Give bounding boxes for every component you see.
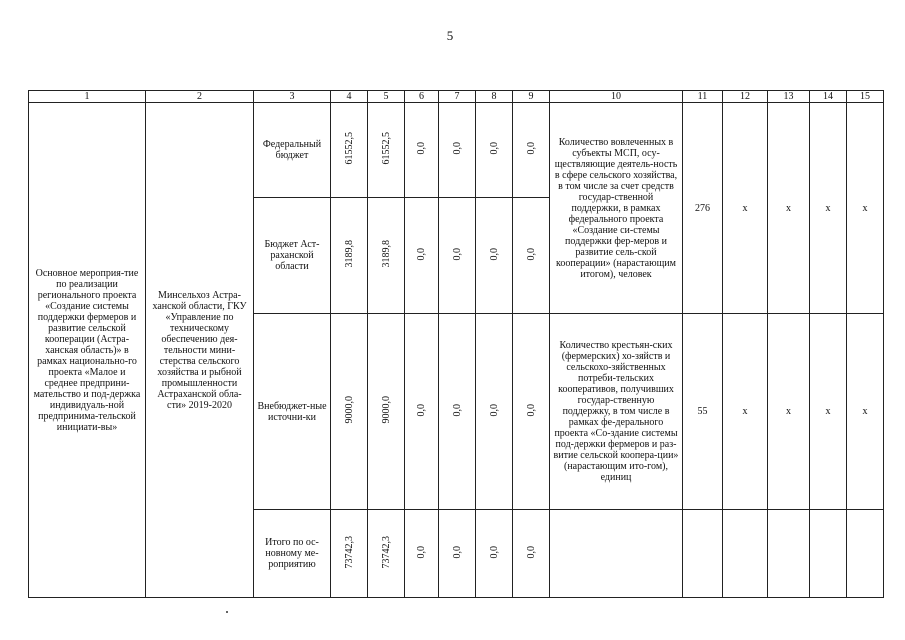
funding-source-cell	[254, 314, 331, 510]
value-col-9: 0,0	[525, 247, 537, 261]
value-col-8: 0,0	[488, 403, 500, 417]
value-cell	[476, 103, 513, 198]
empty-cell	[768, 510, 810, 598]
header-col-1: 1	[29, 91, 146, 103]
value-col-8: 0,0	[488, 545, 500, 559]
value-col-9: 0,0	[525, 545, 537, 559]
value-col-4: 3189,8	[343, 240, 355, 268]
indicator-value-cell: x	[723, 314, 768, 510]
header-col-3: 3	[254, 91, 331, 103]
funding-source: Внебюджет-ные источни-ки	[257, 400, 327, 423]
value-col-6: 0,0	[416, 403, 427, 417]
indicator-cell	[550, 103, 683, 314]
indicator-text: Количество крестьян-ских (фермерских) хо-зяйств и сельскохо-зяйственных потреби-тельских кооперативов, получивших государ-ственную поддержку, в том числе в рамках фе-дерального проекта «Со-здание системы под-держки фермеров и раз-витие сельской коопера-ции» (нарастающим ито-гом), единиц	[553, 340, 679, 483]
table-row	[29, 103, 884, 198]
empty-cell	[847, 510, 884, 598]
header-col-15: 15	[847, 91, 884, 103]
header-col-13: 13	[768, 91, 810, 103]
header-col-7: 7	[439, 91, 476, 103]
header-col-12: 12	[723, 91, 768, 103]
empty-cell	[723, 510, 768, 598]
header-col-2: 2	[146, 91, 254, 103]
funding-source: Федеральный бюджет	[262, 139, 322, 161]
value-cell	[368, 103, 405, 198]
value-col-6: 0,0	[416, 545, 427, 559]
value-col-8: 0,0	[488, 142, 500, 155]
value-col-5: 9000,0	[380, 396, 392, 424]
indicator-value-cell: 276	[683, 103, 723, 314]
empty-cell	[810, 510, 847, 598]
empty-cell	[550, 510, 683, 598]
header-col-6: 6	[405, 91, 439, 103]
value-cell	[513, 314, 550, 510]
indicator-value-cell: x	[768, 314, 810, 510]
scan-speck	[226, 611, 228, 613]
header-col-11: 11	[683, 91, 723, 103]
main-event-cell	[29, 103, 146, 598]
indicator-value-cell: x	[847, 103, 884, 314]
indicator-value-cell: x	[723, 103, 768, 314]
value-cell	[513, 103, 550, 198]
indicator-value-cell: x	[810, 314, 847, 510]
value-col-6: 0,0	[416, 247, 427, 261]
page-number: 5	[446, 28, 454, 43]
value-col-7: 0,0	[451, 142, 463, 155]
value-cell	[331, 103, 368, 198]
funding-source-cell	[254, 198, 331, 314]
value-cell	[368, 198, 405, 314]
value-cell	[405, 198, 439, 314]
value-col-7: 0,0	[451, 545, 463, 559]
executor-text: Минсельхоз Астра-ханской области, ГКУ «Управление по техническому обеспечению дея-тельности мини-стерства сельского хозяйства и рыбной промышленности Астраханской обла-сти» 2019-2020	[152, 289, 247, 411]
empty-cell	[683, 510, 723, 598]
value-cell	[513, 198, 550, 314]
value-col-5: 73742,3	[380, 535, 392, 569]
value-cell	[439, 103, 476, 198]
value-cell	[476, 198, 513, 314]
value-col-4: 61552,5	[343, 132, 355, 165]
header-col-4: 4	[331, 91, 368, 103]
indicator-cell	[550, 314, 683, 510]
value-cell	[439, 198, 476, 314]
value-col-9: 0,0	[525, 403, 537, 417]
indicator-value-cell: 55	[683, 314, 723, 510]
indicator-text: Количество вовлеченных в субъекты МСП, осу-ществляющие деятель-ность в сфере сельского хозяйства, в том числе за счет средств государ-ственной поддержки, в рамках федерального проекта «Создание си-стемы поддержки фер-меров и развитие сель-ской кооперации» (нарастающим итогом), человек	[554, 136, 678, 280]
funding-source: Итого по ос-новному ме-роприятию	[265, 537, 319, 570]
value-col-4: 9000,0	[343, 396, 355, 424]
value-cell	[476, 510, 513, 598]
value-cell	[405, 103, 439, 198]
header-col-10: 10	[550, 91, 683, 103]
value-cell	[331, 198, 368, 314]
header-col-9: 9	[513, 91, 550, 103]
value-col-7: 0,0	[451, 247, 463, 261]
value-cell	[439, 314, 476, 510]
funding-source-cell	[254, 103, 331, 198]
value-cell	[405, 510, 439, 598]
indicator-value-cell: x	[768, 103, 810, 314]
value-cell	[476, 314, 513, 510]
funding-source: Бюджет Аст-раханской области	[264, 239, 320, 272]
indicator-value-cell: x	[810, 103, 847, 314]
indicator-value-cell: x	[847, 314, 884, 510]
value-cell	[331, 314, 368, 510]
program-table	[28, 90, 884, 598]
value-col-8: 0,0	[488, 247, 500, 261]
value-cell	[405, 314, 439, 510]
value-col-6: 0,0	[416, 142, 427, 155]
value-cell	[368, 314, 405, 510]
value-cell	[439, 510, 476, 598]
value-col-5: 61552,5	[380, 132, 392, 165]
value-cell	[368, 510, 405, 598]
header-col-5: 5	[368, 91, 405, 103]
value-col-5: 3189,8	[380, 240, 392, 268]
value-cell	[331, 510, 368, 598]
header-col-14: 14	[810, 91, 847, 103]
header-col-8: 8	[476, 91, 513, 103]
value-col-7: 0,0	[451, 403, 463, 417]
funding-source-cell	[254, 510, 331, 598]
main-event-text: Основное мероприя-тие по реализации регионального проекта «Создание системы поддержки фермеров и развитие сельской кооперации (Астра-ханская область)» в рамках национально-го проекта «Малое и среднее предприни-мательство и под-держка индивидуаль-ной предпринима-тельской инициати-вы»	[33, 267, 141, 433]
executor-cell	[146, 103, 254, 598]
value-cell	[513, 510, 550, 598]
value-col-4: 73742,3	[343, 535, 355, 569]
header-row	[29, 91, 884, 103]
value-col-9: 0,0	[525, 142, 537, 155]
